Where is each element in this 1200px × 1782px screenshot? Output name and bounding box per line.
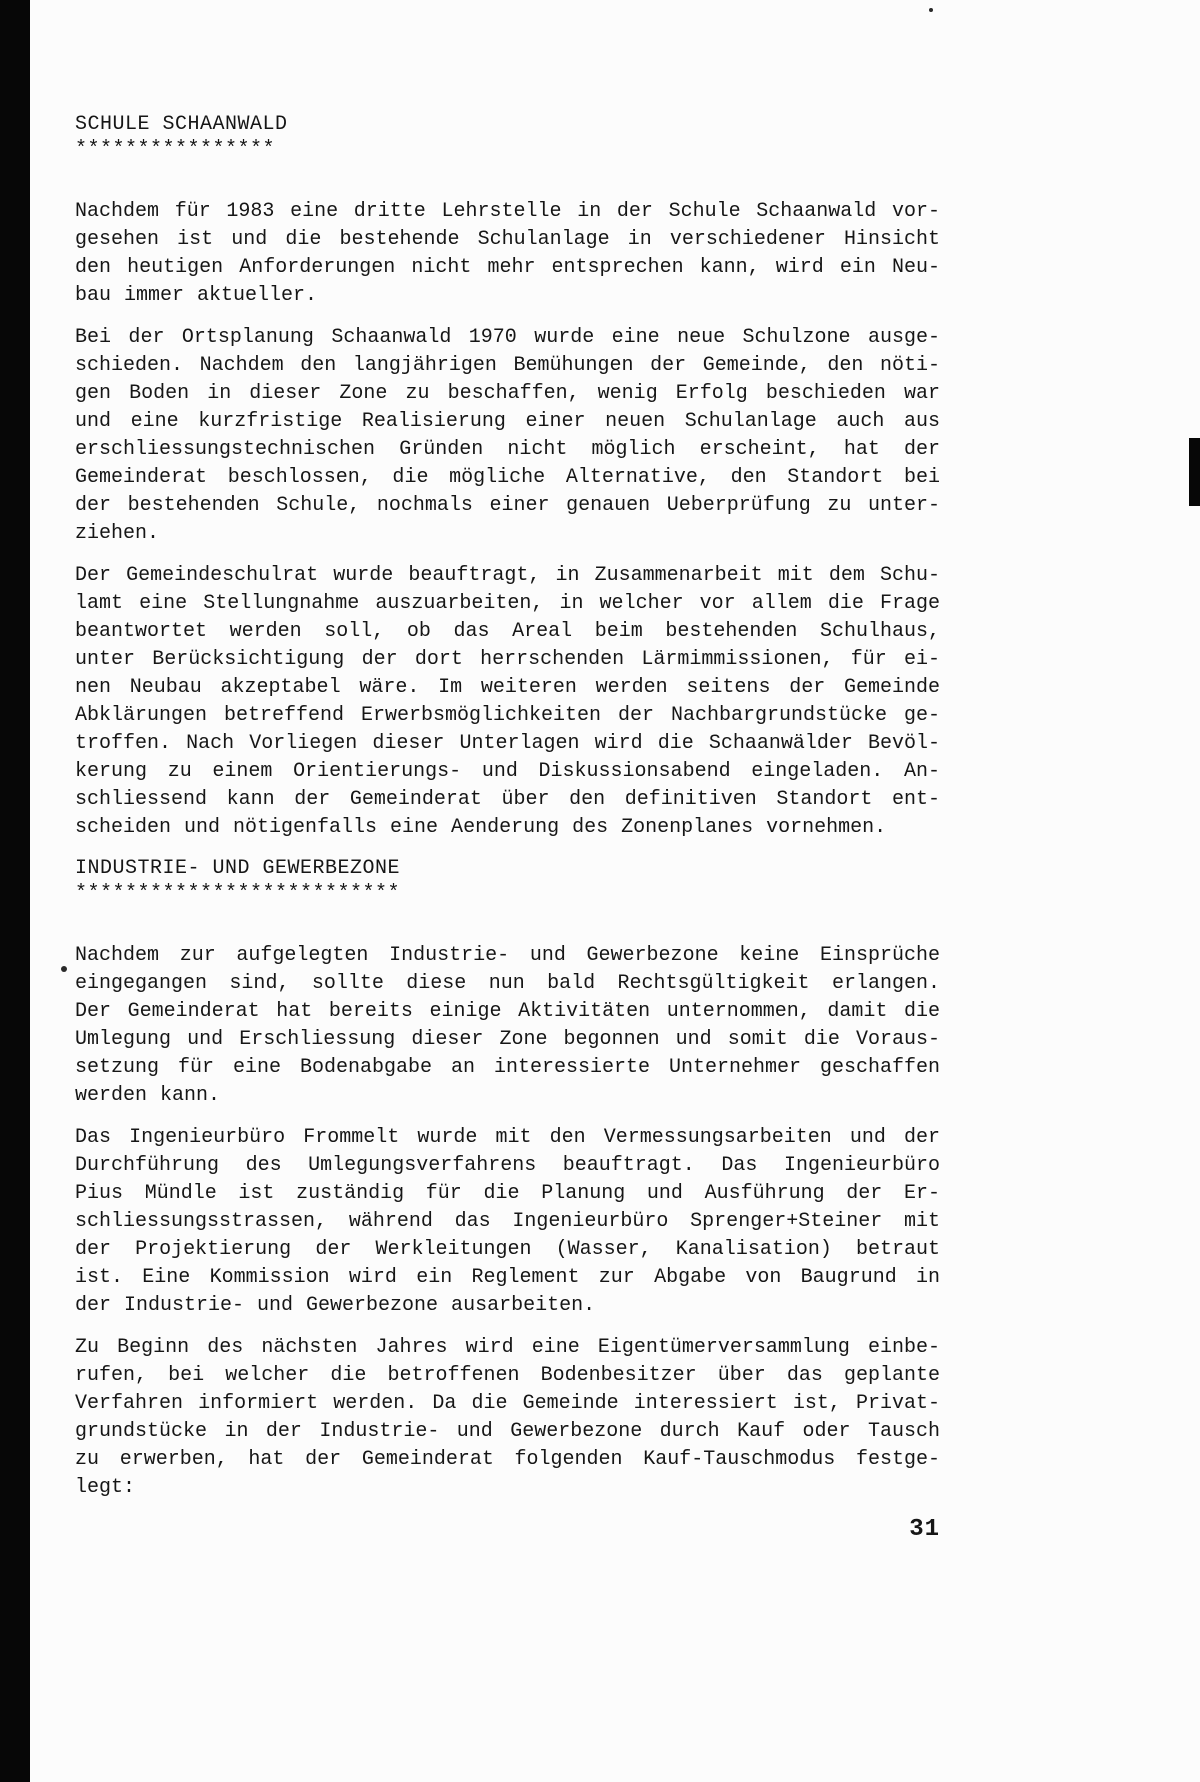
text-line: Nachdem zur aufgelegten Industrie- und Gewerbezone keine Einsprüche: [75, 944, 940, 967]
text-line: werden kann.: [75, 1084, 221, 1107]
text-line: gesehen ist und die bestehende Schulanlage in verschiedener Hinsicht: [75, 228, 940, 251]
heading-underline: ****************: [75, 138, 276, 161]
paragraph: [75, 1124, 940, 1320]
paragraph: [75, 1334, 940, 1502]
scan-dot-top: [929, 8, 933, 12]
text-line: lamt eine Stellungnahme auszuarbeiten, in welcher vor allem die Frage: [75, 592, 940, 615]
text-line: schliessend kann der Gemeinderat über den definitiven Standort ent-: [75, 788, 940, 811]
scan-edge-bar-left: [0, 0, 30, 1782]
paragraph: [75, 324, 940, 548]
text-line: scheiden und nötigenfalls eine Aenderung des Zonenplanes vornehmen.: [75, 816, 887, 839]
section-heading: SCHULE SCHAANWALD: [75, 113, 288, 136]
text-line: erschliessungstechnischen Gründen nicht möglich erscheint, hat der: [75, 438, 940, 461]
text-line: eingegangen sind, sollte diese nun bald Rechtsgültigkeit erlangen.: [75, 972, 940, 995]
text-line: und eine kurzfristige Realisierung einer neuen Schulanlage auch aus: [75, 410, 940, 433]
text-line: der Industrie- und Gewerbezone ausarbeiten.: [75, 1294, 596, 1317]
text-line: den heutigen Anforderungen nicht mehr entsprechen kann, wird ein Neu-: [75, 256, 940, 279]
text-line: legt:: [75, 1476, 136, 1499]
text-line: Bei der Ortsplanung Schaanwald 1970 wurde eine neue Schulzone ausge-: [75, 326, 940, 349]
text-line: zu erwerben, hat der Gemeinderat folgenden Kauf-Tauschmodus festge-: [75, 1448, 940, 1471]
text-line: ziehen.: [75, 522, 160, 545]
text-line: Zu Beginn des nächsten Jahres wird eine Eigentümerversammlung einbe-: [75, 1336, 940, 1359]
text-line: Der Gemeindeschulrat wurde beauftragt, in Zusammenarbeit mit dem Schu-: [75, 564, 940, 587]
text-line: schieden. Nachdem den langjährigen Bemühungen der Gemeinde, den nöti-: [75, 354, 940, 377]
text-line: beantwortet werden soll, ob das Areal beim bestehenden Schulhaus,: [75, 620, 940, 643]
heading-underline: **************************: [75, 882, 401, 905]
text-line: nen Neubau akzeptabel wäre. Im weiteren werden seitens der Gemeinde: [75, 676, 940, 699]
text-line: Das Ingenieurbüro Frommelt wurde mit den Vermessungsarbeiten und der: [75, 1126, 940, 1149]
paragraph: [75, 198, 940, 310]
text-line: Pius Mündle ist zuständig für die Planung und Ausführung der Er-: [75, 1182, 940, 1205]
text-line: rufen, bei welcher die betroffenen Bodenbesitzer über das geplante: [75, 1364, 940, 1387]
text-line: Der Gemeinderat hat bereits einige Aktivitäten unternommen, damit die: [75, 1000, 940, 1023]
paragraph: [75, 942, 940, 1110]
text-line: gen Boden in dieser Zone zu beschaffen, wenig Erfolg beschieden war: [75, 382, 940, 405]
text-line: Gemeinderat beschlossen, die mögliche Alternative, den Standort bei: [75, 466, 940, 489]
text-line: Nachdem für 1983 eine dritte Lehrstelle in der Schule Schaanwald vor-: [75, 200, 940, 223]
paragraph: [75, 562, 940, 842]
text-line: setzung für eine Bodenabgabe an interessierte Unternehmer geschaffen: [75, 1056, 940, 1079]
document-page: [75, 112, 940, 1543]
text-line: unter Berücksichtigung der dort herrschenden Lärmimmissionen, für ei-: [75, 648, 940, 671]
document-sections: [75, 112, 940, 1502]
scan-mark-right: [1189, 438, 1200, 506]
text-line: troffen. Nach Vorliegen dieser Unterlagen wird die Schaanwälder Bevöl-: [75, 732, 940, 755]
text-line: Abklärungen betreffend Erwerbsmöglichkeiten der Nachbargrundstücke ge-: [75, 704, 940, 727]
section-heading: INDUSTRIE- UND GEWERBEZONE: [75, 857, 401, 880]
text-line: Umlegung und Erschliessung dieser Zone begonnen und somit die Voraus-: [75, 1028, 940, 1051]
text-line: Durchführung des Umlegungsverfahrens beauftragt. Das Ingenieurbüro: [75, 1154, 940, 1177]
scan-dot-margin: [61, 966, 67, 972]
text-line: schliessungsstrassen, während das Ingenieurbüro Sprenger+Steiner mit: [75, 1210, 940, 1233]
text-line: grundstücke in der Industrie- und Gewerbezone durch Kauf oder Tausch: [75, 1420, 940, 1443]
text-line: Verfahren informiert werden. Da die Gemeinde interessiert ist, Privat-: [75, 1392, 940, 1415]
text-line: bau immer aktueller.: [75, 284, 318, 307]
text-line: kerung zu einem Orientierungs- und Diskussionsabend eingeladen. An-: [75, 760, 940, 783]
text-line: der bestehenden Schule, nochmals einer genauen Ueberprüfung zu unter-: [75, 494, 940, 517]
text-line: der Projektierung der Werkleitungen (Wasser, Kanalisation) betraut: [75, 1238, 940, 1261]
section-2: [75, 856, 940, 1502]
text-line: ist. Eine Kommission wird ein Reglement zur Abgabe von Baugrund in: [75, 1266, 940, 1289]
page-number: 31: [909, 1516, 940, 1543]
section-1: [75, 112, 940, 842]
